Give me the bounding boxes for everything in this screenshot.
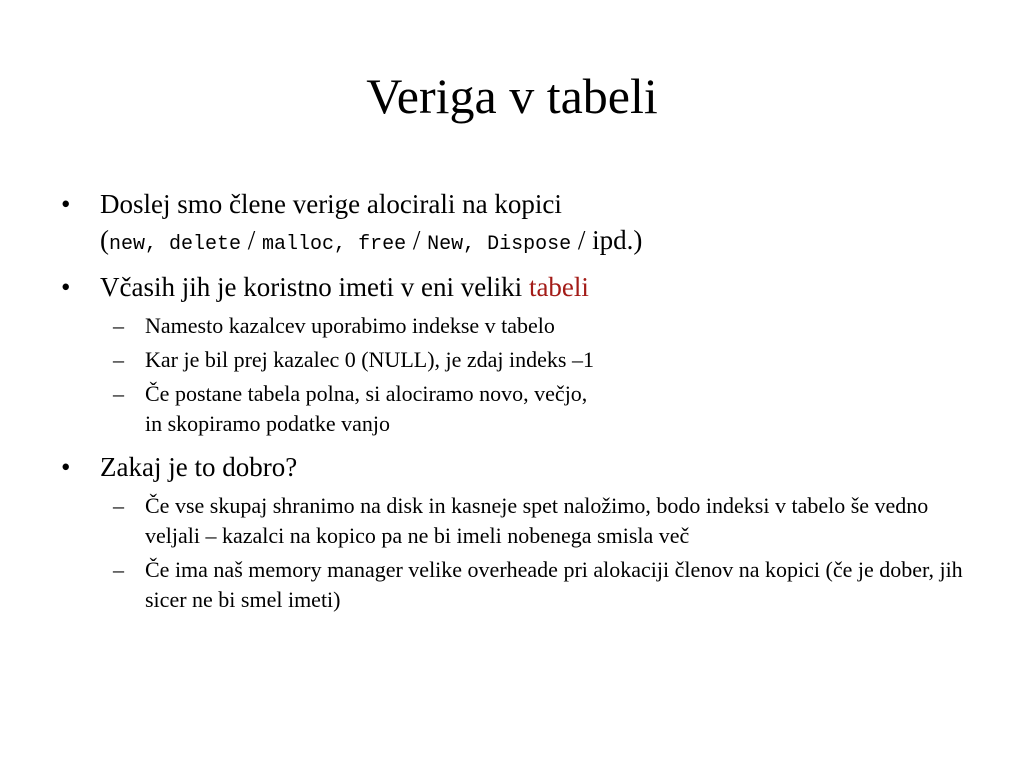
subitem-text-cont: in skopiramo podatke vanjo xyxy=(145,411,391,436)
dash-glyph: – xyxy=(113,313,124,338)
bullet-text: Včasih jih je koristno imeti v eni veliki xyxy=(100,272,529,302)
subitem-overhead xyxy=(58,555,968,615)
separator: / xyxy=(241,225,263,255)
bullet-text-paren: ( xyxy=(100,225,109,255)
subitem-full-table xyxy=(58,379,968,439)
bullet-glyph: • xyxy=(61,272,71,302)
dash-glyph: – xyxy=(113,347,124,372)
subitem-text: Če postane tabela polna, si alociramo novo, večjo, xyxy=(145,381,588,406)
subitem-text: Če vse skupaj shranimo na disk in kasneje spet naložimo, bodo indeksi v tabelo še vedno veljali – kazalci na kopico pa ne bi imeli nobenega smisla več xyxy=(145,493,929,548)
highlight-word: tabeli xyxy=(528,272,589,302)
slide-content xyxy=(58,186,968,619)
bullet-item-table xyxy=(58,269,968,305)
dash-glyph: – xyxy=(113,381,124,406)
bullet-text-tail: / ipd.) xyxy=(571,225,643,255)
subitem-text: Kar je bil prej kazalec 0 (NULL), je zdaj indeks –1 xyxy=(145,347,594,372)
bullet-text: Zakaj je to dobro? xyxy=(100,452,298,482)
code-malloc-free: malloc, free xyxy=(262,233,407,256)
subitem-text: Če ima naš memory manager velike overheade pri alokaciji členov na kopici (če je dober, jih sicer ne bi smel imeti) xyxy=(145,557,963,612)
subitem-indexes xyxy=(58,311,968,341)
bullet-item-alloc xyxy=(58,186,968,263)
slide-title: Veriga v tabeli xyxy=(366,68,658,124)
bullet-glyph: • xyxy=(61,189,71,219)
dash-glyph: – xyxy=(113,493,124,518)
code-new-dispose: New, Dispose xyxy=(427,233,572,256)
bullet-glyph: • xyxy=(61,452,71,482)
subitem-text: Namesto kazalcev uporabimo indekse v tabelo xyxy=(145,313,555,338)
subitem-disk xyxy=(58,491,968,551)
code-new-delete: new, delete xyxy=(109,233,242,256)
subitem-null xyxy=(58,345,968,375)
dash-glyph: – xyxy=(113,557,124,582)
bullet-text: Doslej smo člene verige alocirali na kopici xyxy=(100,189,562,219)
separator: / xyxy=(406,225,428,255)
bullet-item-why xyxy=(58,449,968,485)
